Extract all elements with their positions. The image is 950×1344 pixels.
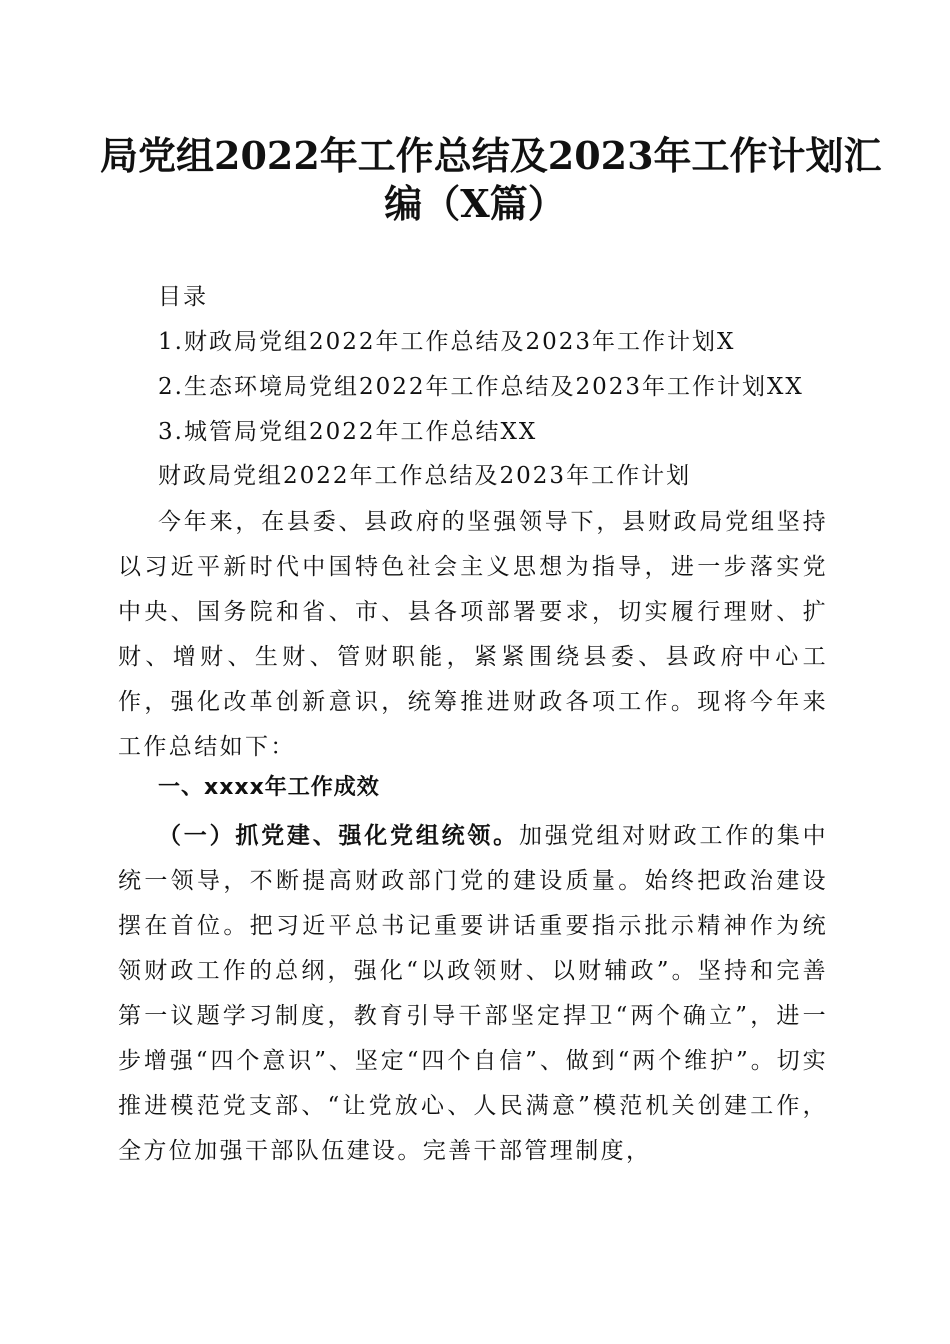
toc-heading: 目录: [158, 284, 208, 310]
section-one-paragraph: [118, 814, 828, 1174]
article-title: 财政局党组2022年工作总结及2023年工作计划: [158, 463, 692, 489]
section-one-body: 加强党组对财政工作的集中统一领导，不断提高财政部门党的建设质量。始终把政治建设摆在首位。把习近平总书记重要讲话重要指示批示精神作为统领财政工作的总纲，强化“以政领财、以财辅政”。坚持和完善第一议题学习制度，教育引导干部坚定捍卫“两个确立”，进一步增强“四个意识”、坚定“四个自信”、做到“两个维护”。切实推进模范党支部、“让党放心、人民满意”模范机关创建工作，全方位加强干部队伍建设。完善干部管理制度，: [118, 823, 828, 1164]
toc-item: 2.生态环境局党组2022年工作总结及2023年工作计划XX: [158, 374, 804, 400]
document-title-line-2: 编（X篇）: [384, 181, 566, 226]
toc-item: 3.城管局党组2022年工作总结XX: [158, 419, 538, 445]
section-heading: 一、xxxx年工作成效: [158, 775, 380, 800]
section-one-lead: （一）抓党建、强化党组统领。: [158, 823, 519, 849]
intro-paragraph: 今年来，在县委、县政府的坚强领导下，县财政局党组坚持以习近平新时代中国特色社会主义思想为指导，进一步落实党中央、国务院和省、市、县各项部署要求，切实履行理财、扩财、增财、生财、管财职能，紧紧围绕县委、县政府中心工作，强化改革创新意识，统筹推进财政各项工作。现将今年来工作总结如下：: [118, 509, 828, 760]
document-title-line-1: 局党组2022年工作总结及2023年工作计划汇: [100, 133, 882, 178]
toc-item: 1.财政局党组2022年工作总结及2023年工作计划X: [158, 329, 736, 355]
document-title: [100, 132, 882, 228]
